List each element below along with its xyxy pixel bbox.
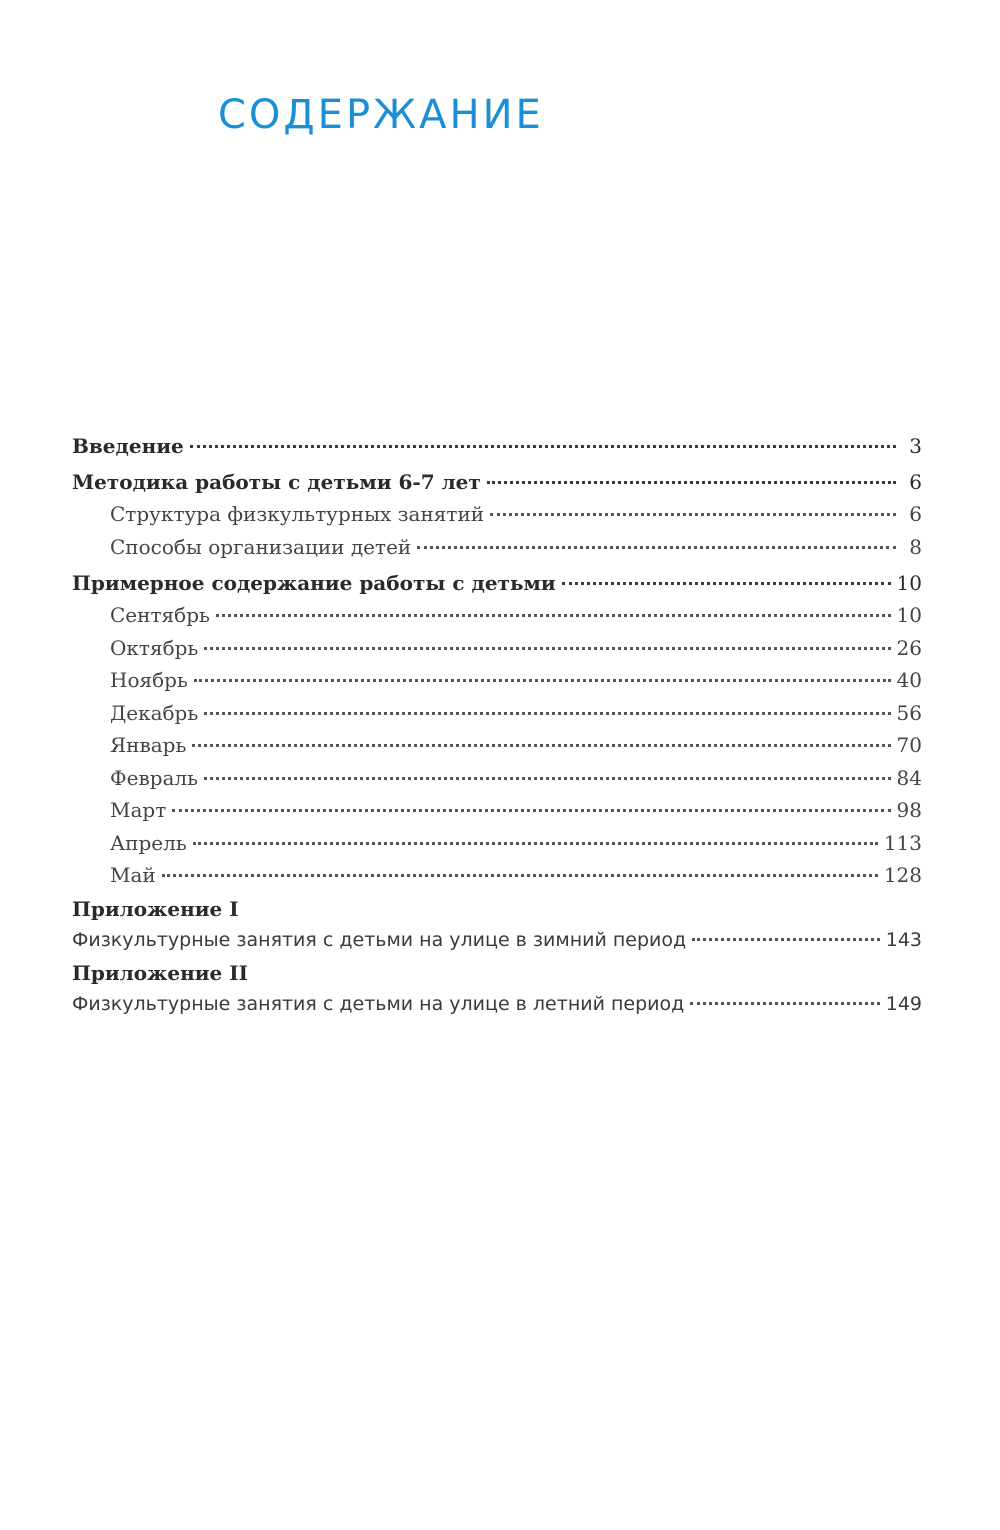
toc-entry-page: 40 <box>896 668 922 692</box>
appendix-heading[interactable] <box>72 958 922 988</box>
leader-dots <box>172 809 890 812</box>
toc-entry-page: 128 <box>883 863 922 887</box>
leader-dots <box>204 712 890 715</box>
toc-entry-page: 3 <box>909 434 922 458</box>
toc-entry-label: Январь <box>110 733 187 757</box>
toc-entry-page: 70 <box>896 733 922 757</box>
leader-dots <box>490 513 896 516</box>
leader-dots <box>690 1002 879 1005</box>
leader-dots <box>216 614 891 617</box>
toc-entry-label: Февраль <box>110 765 199 790</box>
toc-entry[interactable] <box>72 567 922 599</box>
toc-entry-page: 84 <box>896 765 922 790</box>
toc-entry-page: 149 <box>885 992 922 1015</box>
toc-subentry[interactable] <box>72 762 922 795</box>
leader-dots <box>190 445 896 448</box>
toc-entry-label: Сентябрь <box>110 603 210 627</box>
toc-entry[interactable] <box>72 466 922 498</box>
appendix-heading[interactable] <box>72 894 922 924</box>
leader-dots <box>417 546 896 549</box>
toc-subentry[interactable] <box>72 498 922 531</box>
toc-subentry[interactable] <box>72 794 922 827</box>
leader-dots <box>193 842 878 845</box>
toc-entry-label: Примерное содержание работы с детьми <box>72 571 556 595</box>
toc-entry[interactable] <box>72 430 922 462</box>
page-title: СОДЕРЖАНИЕ <box>218 92 544 138</box>
toc-entry-label: Способы организации детей <box>110 534 412 559</box>
leader-dots <box>204 777 891 780</box>
toc-subentry[interactable] <box>72 632 922 665</box>
toc-entry-label: Методика работы с детьми 6-7 лет <box>72 470 481 494</box>
toc-entry-page: 6 <box>909 470 922 494</box>
toc-subentry[interactable] <box>72 859 922 892</box>
toc-entry-page: 143 <box>885 928 922 951</box>
toc-entry-label: Ноябрь <box>110 668 188 692</box>
toc-subentry[interactable] <box>72 664 922 697</box>
leader-dots <box>162 874 878 877</box>
toc-entry-page: 26 <box>896 635 922 660</box>
toc-subentry[interactable] <box>72 531 922 564</box>
leader-dots <box>204 647 890 650</box>
toc-entry-label: Физкультурные занятия с детьми на улице в зимний период <box>72 928 687 951</box>
appendix-heading-label: Приложение I <box>72 896 239 921</box>
toc-entry-page: 113 <box>883 830 922 855</box>
toc-subentry[interactable] <box>72 827 922 860</box>
toc-entry-label: Март <box>110 798 167 822</box>
toc-entry-label: Физкультурные занятия с детьми на улице в летний период <box>72 992 685 1015</box>
appendix-heading-label: Приложение II <box>72 960 248 985</box>
appendix-entry[interactable] <box>72 988 922 1020</box>
toc-entry-page: 10 <box>896 603 922 627</box>
leader-dots <box>194 679 891 682</box>
toc-entry-label: Введение <box>72 434 184 458</box>
leader-dots <box>192 744 890 747</box>
leader-dots <box>562 582 891 585</box>
toc-subentry[interactable] <box>72 697 922 730</box>
toc-subentry[interactable] <box>72 729 922 762</box>
toc-entry-label: Май <box>110 863 156 887</box>
toc-entry-label: Декабрь <box>110 700 199 725</box>
toc-subentry[interactable] <box>72 599 922 632</box>
table-of-contents <box>72 430 922 1020</box>
toc-entry-label: Апрель <box>110 830 187 855</box>
toc-entry-page: 56 <box>896 700 922 725</box>
toc-entry-page: 10 <box>896 571 922 595</box>
appendix-entry[interactable] <box>72 924 922 956</box>
toc-entry-label: Октябрь <box>110 635 199 660</box>
toc-entry-page: 8 <box>909 534 922 559</box>
leader-dots <box>692 938 880 941</box>
toc-entry-label: Структура физкультурных занятий <box>110 502 485 526</box>
leader-dots <box>487 481 896 484</box>
toc-entry-page: 98 <box>896 798 922 822</box>
toc-entry-page: 6 <box>909 502 922 526</box>
